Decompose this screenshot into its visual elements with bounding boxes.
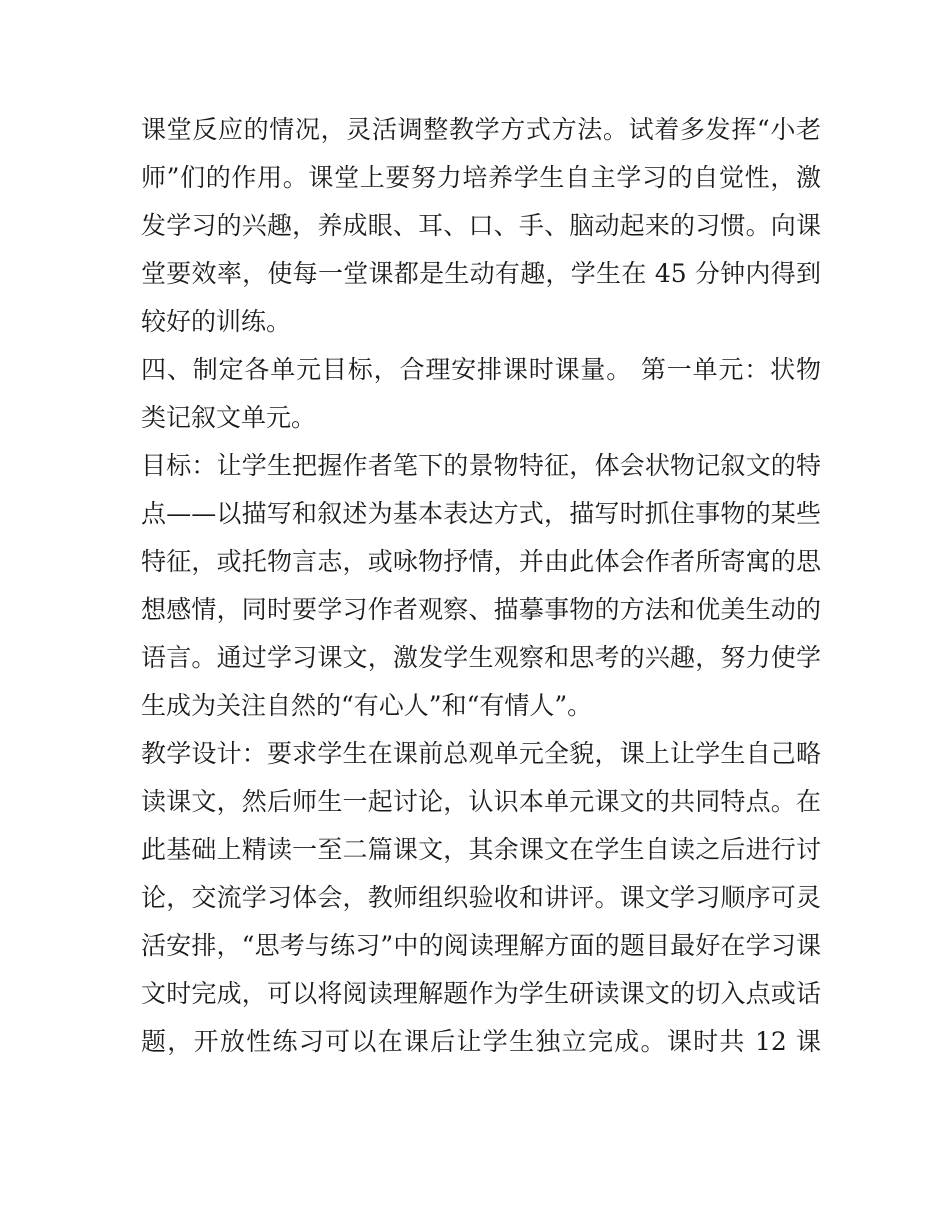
text-line: 特征，或托物言志，或咏物抒情，并由此体会作者所寄寓的思 (141, 547, 821, 576)
paragraph-teaching-methods (141, 106, 821, 346)
text-line: 目标：让学生把握作者笔下的景物特征，体会状物记叙文的特 (141, 451, 821, 480)
text-line: 较好的训练。 (141, 307, 292, 336)
document-body (141, 106, 821, 1066)
text-line: 发学习的兴趣，养成眼、耳、口、手、脑动起来的习惯。向课 (141, 211, 821, 240)
paragraph-objectives (141, 442, 821, 730)
text-line: 此基础上精读一至二篇课文，其余课文在学生自读之后进行讨 (141, 835, 821, 864)
text-line: 教学设计：要求学生在课前总观单元全貌，课上让学生自己略 (141, 739, 821, 768)
text-line: 论，交流学习体会，教师组织验收和讲评。课文学习顺序可灵 (141, 883, 821, 912)
text-line: 类记叙文单元。 (141, 403, 317, 432)
text-line: 想感情，同时要学习作者观察、描摹事物的方法和优美生动的 (141, 595, 821, 624)
text-line: 师”们的作用。课堂上要努力培养学生自主学习的自觉性，激 (141, 163, 821, 192)
paragraph-unit-goals-heading (141, 346, 821, 442)
text-line: 题，开放性练习可以在课后让学生独立完成。课时共 12 课 (141, 1027, 821, 1056)
text-line: 四、制定各单元目标，合理安排课时课量。 第一单元：状物 (141, 355, 821, 384)
text-line: 课堂反应的情况，灵活调整教学方式方法。试着多发挥“小老 (141, 115, 821, 144)
text-line: 文时完成，可以将阅读理解题作为学生研读课文的切入点或话 (141, 979, 821, 1008)
text-line: 读课文，然后师生一起讨论，认识本单元课文的共同特点。在 (141, 787, 821, 816)
text-line: 语言。通过学习课文，激发学生观察和思考的兴趣，努力使学 (141, 643, 821, 672)
paragraph-teaching-design (141, 730, 821, 1066)
text-line: 活安排，“思考与练习”中的阅读理解方面的题目最好在学习课 (141, 931, 821, 960)
text-line: 点——以描写和叙述为基本表达方式，描写时抓住事物的某些 (141, 499, 821, 528)
text-line: 生成为关注自然的“有心人”和“有情人”。 (141, 691, 593, 720)
text-line: 堂要效率，使每一堂课都是生动有趣，学生在 45 分钟内得到 (141, 259, 821, 288)
